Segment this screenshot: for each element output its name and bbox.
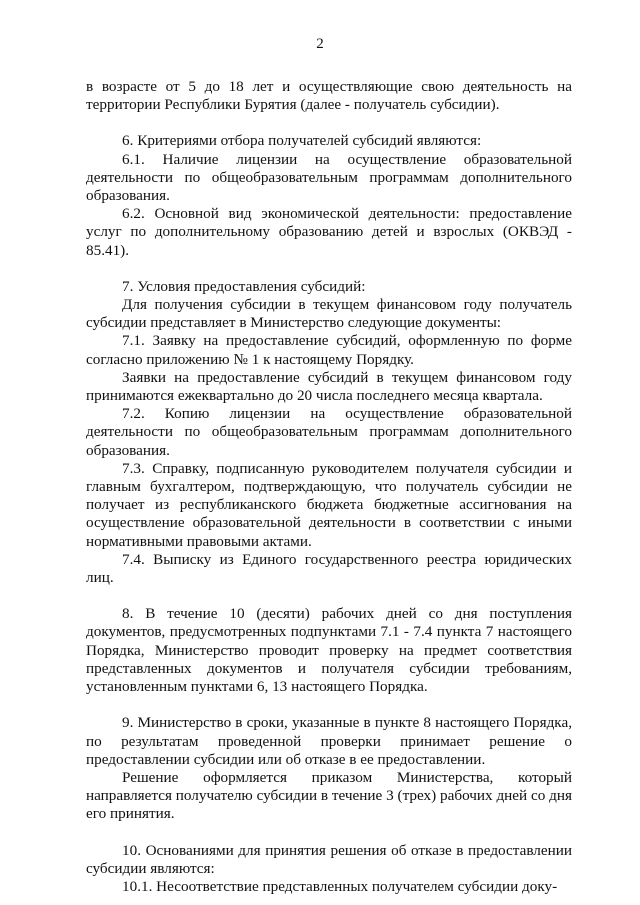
paragraph-recipient-definition: в возрасте от 5 до 18 лет и осуществляющие свою деятельность на территории Республики Бурятия (далее - получатель субсидии). [86,78,572,114]
paragraph-8: 8. В течение 10 (десяти) рабочих дней со дня поступления документов, предусмотренных подпунктами 7.1 - 7.4 пункта 7 настоящего Порядка, Министерство проводит проверку на предмет соответствия представленных документов и получателя субсидии требованиям, установленным пунктами 6, 13 настоящего Порядка. [86,605,572,696]
paragraph-9-decision: Решение оформляется приказом Министерства, который направляется получателю субсидии в течение 3 (трех) рабочих дней со дня его принятия. [86,768,572,823]
paragraph-7-1-note: Заявки на предоставление субсидий в текущем финансовом году принимаются ежеквартально до 20 числа последнего месяца квартала. [86,368,572,405]
page-number: 2 [316,36,324,52]
paragraph-6-1: 6.1. Наличие лицензии на осуществление образовательной деятельности по общеобразовательным программам дополнительного образования. [86,150,572,205]
paragraph-9: 9. Министерство в сроки, указанные в пункте 8 настоящего Порядка, по результатам проведенной проверки принимает решение о предоставлении субсидии или об отказе в ее предоставлении. [86,714,572,768]
document-body [86,78,572,896]
paragraph-7-1: 7.1. Заявку на предоставление субсидий, оформленную по форме согласно приложению № 1 к настоящему Порядку. [86,332,572,368]
paragraph-6-2: 6.2. Основной вид экономической деятельности: предоставление услуг по дополнительному образованию детей и взрослых (ОКВЭД - 85.41). [86,205,572,259]
paragraph-7-2: 7.2. Копию лицензии на осуществление образовательной деятельности по общеобразовательным программам дополнительного образования. [86,405,572,459]
paragraph-6-heading: 6. Критериями отбора получателей субсидий являются: [122,132,482,150]
paragraph-7-intro: Для получения субсидии в текущем финансовом году получатель субсидии представляет в Министерство следующие документы: [86,296,572,332]
paragraph-7-3: 7.3. Справку, подписанную руководителем получателя субсидии и главным бухгалтером, подтверждающую, что получатель субсидии не получает из республиканского бюджета бюджетные ассигнования на осуществление образовательной деятельности в соответствии с иными нормативными правовыми актами. [86,459,572,550]
paragraph-10-1: 10.1. Несоответствие представленных получателем субсидии доку- [122,877,558,895]
paragraph-7-heading: 7. Условия предоставления субсидий: [122,277,366,295]
paragraph-10-heading: 10. Основаниями для принятия решения об отказе в предоставлении субсидии являются: [86,841,572,877]
paragraph-7-4: 7.4. Выписку из Единого государственного реестра юридических лиц. [86,550,572,587]
